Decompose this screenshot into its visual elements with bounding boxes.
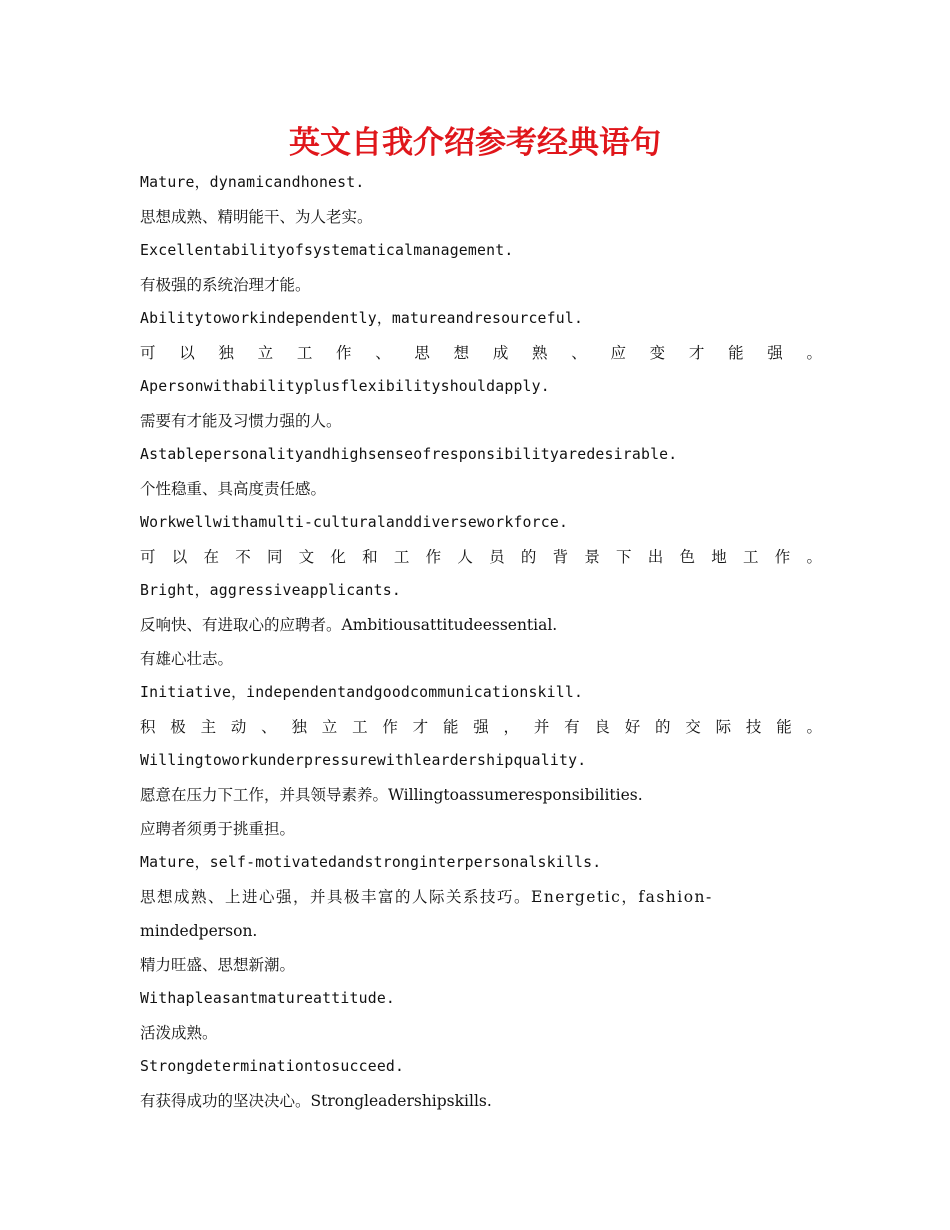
document-title: 英文自我介绍参考经典语句 [289,125,661,161]
text-line: 思想成熟、上进心强，并具极丰富的人际关系技巧。Energetic，fashion- [140,888,713,906]
text-line: Strongdeterminationtosucceed. [140,1058,405,1075]
text-line: Workwellwithamulti-culturalanddiverseworkforce. [140,514,569,531]
text-line: Abilitytoworkindependently，matureandresourceful. [140,310,584,327]
text-line: 有极强的系统治理才能。 [140,276,311,294]
text-line: Mature，self-motivatedandstronginterpersonalskills. [140,854,602,871]
text-line: Bright，aggressiveapplicants. [140,582,401,599]
text-line-justified: 可以独立工作、思想成熟、应变才能强。 [140,344,822,362]
text-line: 有雄心壮志。 [140,650,234,668]
text-line: 思想成熟、精明能干、为人老实。 [140,208,373,226]
text-line: Mature，dynamicandhonest. [140,174,365,191]
text-line: 反响快、有进取心的应聘者。Ambitiousattitudeessential. [140,616,558,634]
text-line: Withapleasantmatureattitude. [140,990,396,1007]
text-line: Excellentabilityofsystematicalmanagement. [140,242,514,259]
text-line: 应聘者须勇于挑重担。 [140,820,296,838]
text-line: Apersonwithabilityplusflexibilityshouldapply. [140,378,550,395]
text-line: 精力旺盛、思想新潮。 [140,956,296,974]
text-line: 需要有才能及习惯力强的人。 [140,412,342,430]
text-line-justified: 可以在不同文化和工作人员的背景下出色地工作。 [140,548,822,566]
text-line: Astablepersonalityandhighsenseofresponsibilityaredesirable. [140,446,678,463]
text-line: 个性稳重、具高度责任感。 [140,480,327,498]
text-line: mindedperson. [140,922,258,940]
text-line: Initiative，independentandgoodcommunicationskill. [140,684,584,701]
text-line: Willingtoworkunderpressurewithleardershipquality. [140,752,587,769]
text-line: 活泼成熟。 [140,1024,218,1042]
document-body [140,166,822,1118]
text-line: 有获得成功的坚决决心。Strongleadershipskills. [140,1092,492,1110]
text-line: 愿意在压力下工作，并具领导素养。Willingtoassumeresponsibilities. [140,786,643,804]
text-line-justified: 积极主动、独立工作才能强，并有良好的交际技能。 [140,718,822,736]
